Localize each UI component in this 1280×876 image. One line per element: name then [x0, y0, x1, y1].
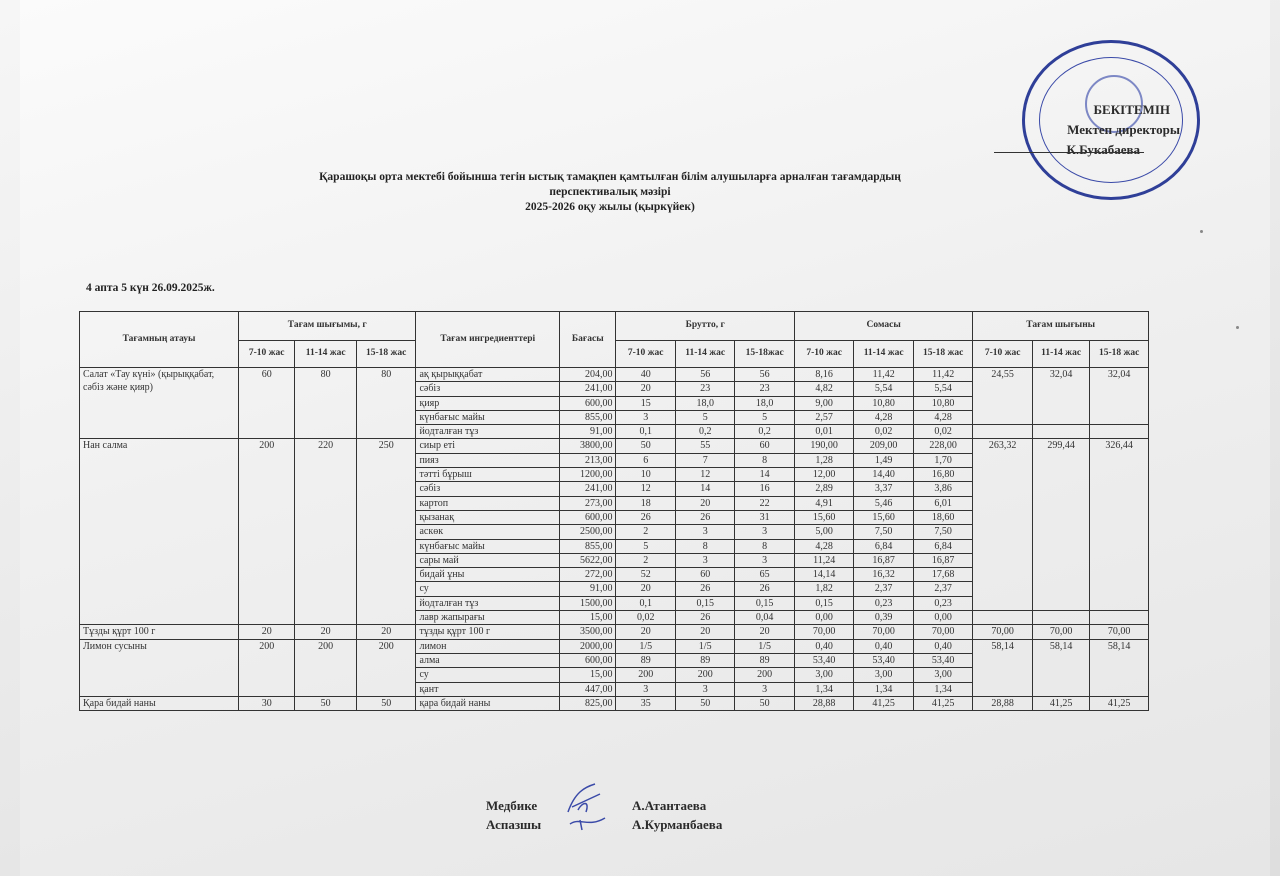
table-row — [80, 625, 1149, 639]
ingredient-name: пияз — [416, 453, 560, 467]
header-age: 11-14 жас — [1032, 341, 1089, 368]
ingredient-name: сәбіз — [416, 482, 560, 496]
ingredient-price: 3500,00 — [560, 625, 616, 639]
ingredient-sum: 0,39 — [854, 611, 913, 625]
ingredient-sum: 7,50 — [854, 525, 913, 539]
ingredient-sum: 1,70 — [913, 453, 973, 467]
ingredient-name: су — [416, 582, 560, 596]
paper-speck — [1236, 326, 1239, 329]
ingredient-gross: 0,1 — [616, 596, 675, 610]
ingredient-sum: 4,91 — [794, 496, 853, 510]
ingredient-gross: 26 — [675, 510, 734, 524]
header-age: 7-10 жас — [794, 341, 853, 368]
title-line-3: 2025-2026 оқу жылы (қыркүйек) — [525, 201, 695, 213]
ingredient-sum: 0,40 — [854, 639, 913, 653]
ingredient-sum: 0,40 — [913, 639, 973, 653]
dish-portion: 80 — [295, 368, 357, 439]
ingredient-sum: 53,40 — [854, 653, 913, 667]
ingredient-gross: 0,02 — [616, 611, 675, 625]
ingredient-name: күнбағыс майы — [416, 410, 560, 424]
header-price: Бағасы — [560, 312, 616, 368]
ingredient-gross: 0,04 — [735, 611, 794, 625]
ingredient-name: қызанақ — [416, 510, 560, 524]
ingredient-gross: 7 — [675, 453, 734, 467]
ingredient-sum: 3,00 — [854, 668, 913, 682]
ingredient-name: қара бидай наны — [416, 696, 560, 710]
ingredient-gross: 12 — [675, 468, 734, 482]
ingredient-sum: 70,00 — [913, 625, 973, 639]
dish-portion: 50 — [295, 696, 357, 710]
menu-table — [79, 311, 1149, 711]
ingredient-gross: 26 — [675, 582, 734, 596]
ingredient-gross: 31 — [735, 510, 794, 524]
ingredient-name: ақ қырыққабат — [416, 368, 560, 382]
ingredient-name: тұзды құрт 100 г — [416, 625, 560, 639]
dish-total-cost: 41,25 — [1090, 696, 1149, 710]
ingredient-price: 273,00 — [560, 496, 616, 510]
header-age: 15-18 жас — [913, 341, 973, 368]
ingredient-gross: 3 — [616, 410, 675, 424]
ingredient-gross: 3 — [675, 682, 734, 696]
ingredient-price: 272,00 — [560, 568, 616, 582]
dish-portion: 50 — [356, 696, 416, 710]
ingredient-sum: 16,87 — [854, 553, 913, 567]
ingredient-price: 15,00 — [560, 611, 616, 625]
dish-total-cost: 24,55 — [973, 368, 1032, 425]
ingredient-price: 3800,00 — [560, 439, 616, 453]
ingredient-sum: 70,00 — [794, 625, 853, 639]
ingredient-sum: 11,42 — [913, 368, 973, 382]
ingredient-gross: 15 — [616, 396, 675, 410]
ingredient-gross: 1/5 — [616, 639, 675, 653]
dish-name: Қара бидай наны — [80, 696, 239, 710]
ingredient-gross: 20 — [616, 382, 675, 396]
ingredient-sum: 0,40 — [794, 639, 853, 653]
ingredient-sum: 11,42 — [854, 368, 913, 382]
ingredient-name: йодталған тұз — [416, 425, 560, 439]
ingredient-sum: 16,80 — [913, 468, 973, 482]
dish-name: Салат «Тау күні» (қырыққабат, сәбіз және қияр) — [80, 368, 239, 439]
header-ingredients: Тағам ингредиенттері — [416, 312, 560, 368]
ingredient-gross: 23 — [735, 382, 794, 396]
dish-total-cost: 32,04 — [1090, 368, 1149, 425]
ingredient-gross: 12 — [616, 482, 675, 496]
ingredient-sum: 14,40 — [854, 468, 913, 482]
name-cook: А.Курманбаева — [632, 817, 723, 832]
ingredient-sum: 0,01 — [794, 425, 853, 439]
ingredient-gross: 0,1 — [616, 425, 675, 439]
ingredient-name: сиыр еті — [416, 439, 560, 453]
role-nurse: Медбике — [486, 798, 538, 813]
ingredient-sum: 5,00 — [794, 525, 853, 539]
ingredient-gross: 1/5 — [675, 639, 734, 653]
ingredient-name: аскөк — [416, 525, 560, 539]
dish-portion: 80 — [356, 368, 416, 439]
ingredient-gross: 3 — [735, 525, 794, 539]
ingredient-gross: 50 — [735, 696, 794, 710]
ingredient-price: 600,00 — [560, 653, 616, 667]
ingredient-sum: 41,25 — [913, 696, 973, 710]
ingredient-sum: 15,60 — [794, 510, 853, 524]
ingredient-sum: 1,49 — [854, 453, 913, 467]
header-sum: Сомасы — [794, 312, 972, 341]
ingredient-gross: 26 — [616, 510, 675, 524]
ingredient-sum: 4,28 — [913, 410, 973, 424]
title-line-2: перспективалық мәзірі — [549, 186, 671, 198]
ingredient-sum: 14,14 — [794, 568, 853, 582]
empty-cell — [1090, 425, 1149, 439]
header-age: 11-14 жас — [854, 341, 913, 368]
ingredient-gross: 18,0 — [675, 396, 734, 410]
ingredient-gross: 52 — [616, 568, 675, 582]
signature-names — [632, 796, 722, 834]
ingredient-price: 855,00 — [560, 539, 616, 553]
table-row — [80, 368, 1149, 382]
name-nurse: А.Атантаева — [632, 798, 707, 813]
document-title — [280, 170, 940, 215]
ingredient-sum: 0,02 — [913, 425, 973, 439]
ingredient-gross: 10 — [616, 468, 675, 482]
ingredient-gross: 20 — [675, 496, 734, 510]
ingredient-price: 2500,00 — [560, 525, 616, 539]
ingredient-sum: 10,80 — [913, 396, 973, 410]
ingredient-sum: 0,00 — [913, 611, 973, 625]
table-row — [80, 639, 1149, 653]
ingredient-name: картоп — [416, 496, 560, 510]
header-dish-cost: Тағам шығыны — [973, 312, 1149, 341]
ingredient-price: 91,00 — [560, 582, 616, 596]
ingredient-price: 600,00 — [560, 396, 616, 410]
dish-portion: 30 — [239, 696, 295, 710]
ingredient-gross: 50 — [675, 696, 734, 710]
dish-total-cost: 58,14 — [973, 639, 1032, 696]
ingredient-price: 1500,00 — [560, 596, 616, 610]
ingredient-gross: 5 — [616, 539, 675, 553]
ingredient-gross: 20 — [616, 625, 675, 639]
ingredient-gross: 3 — [616, 682, 675, 696]
ingredient-gross: 3 — [735, 682, 794, 696]
ingredient-gross: 40 — [616, 368, 675, 382]
ingredient-gross: 5 — [675, 410, 734, 424]
ingredient-price: 1200,00 — [560, 468, 616, 482]
ingredient-price: 213,00 — [560, 453, 616, 467]
ingredient-sum: 53,40 — [794, 653, 853, 667]
ingredient-gross: 200 — [616, 668, 675, 682]
empty-cell — [973, 425, 1032, 439]
ingredient-sum: 3,00 — [794, 668, 853, 682]
dish-portion: 250 — [356, 439, 416, 625]
header-age: 15-18жас — [735, 341, 794, 368]
dish-total-cost: 299,44 — [1032, 439, 1089, 611]
ingredient-sum: 2,57 — [794, 410, 853, 424]
ingredient-gross: 89 — [675, 653, 734, 667]
ingredient-sum: 3,00 — [913, 668, 973, 682]
ingredient-sum: 2,89 — [794, 482, 853, 496]
ingredient-sum: 18,60 — [913, 510, 973, 524]
ingredient-sum: 3,37 — [854, 482, 913, 496]
empty-cell — [1032, 425, 1089, 439]
ingredient-gross: 1/5 — [735, 639, 794, 653]
ingredient-gross: 16 — [735, 482, 794, 496]
dish-portion: 60 — [239, 368, 295, 439]
ingredient-gross: 18 — [616, 496, 675, 510]
empty-cell — [1032, 611, 1089, 625]
approval-position: Мектеп директоры — [1067, 122, 1180, 137]
ingredient-sum: 209,00 — [854, 439, 913, 453]
ingredient-sum: 1,34 — [854, 682, 913, 696]
dish-portion: 220 — [295, 439, 357, 625]
title-line-1: Қарашоқы орта мектебі бойынша тегін ыстық тамақпен қамтылған білім алушыларға арналған тағамдардың — [319, 171, 901, 183]
ingredient-gross: 2 — [616, 553, 675, 567]
empty-cell — [1090, 611, 1149, 625]
ingredient-gross: 2 — [616, 525, 675, 539]
dish-total-cost: 70,00 — [1090, 625, 1149, 639]
ingredient-sum: 15,60 — [854, 510, 913, 524]
ingredient-price: 855,00 — [560, 410, 616, 424]
ingredient-sum: 12,00 — [794, 468, 853, 482]
ingredient-gross: 89 — [735, 653, 794, 667]
ingredient-sum: 190,00 — [794, 439, 853, 453]
signature-roles — [486, 796, 541, 834]
ingredient-price: 2000,00 — [560, 639, 616, 653]
dish-portion: 200 — [239, 639, 295, 696]
day-date-line: 4 апта 5 күн 26.09.2025ж. — [86, 282, 215, 294]
ingredient-gross: 8 — [735, 453, 794, 467]
header-age: 7-10 жас — [973, 341, 1032, 368]
ingredient-gross: 89 — [616, 653, 675, 667]
header-age: 7-10 жас — [239, 341, 295, 368]
ingredient-name: лавр жапырағы — [416, 611, 560, 625]
ingredient-sum: 10,80 — [854, 396, 913, 410]
dish-total-cost: 41,25 — [1032, 696, 1089, 710]
ingredient-sum: 3,86 — [913, 482, 973, 496]
header-portion: Тағам шығымы, г — [239, 312, 416, 341]
ingredient-gross: 5 — [735, 410, 794, 424]
ingredient-gross: 22 — [735, 496, 794, 510]
dish-portion: 200 — [356, 639, 416, 696]
ingredient-gross: 14 — [675, 482, 734, 496]
dish-total-cost: 58,14 — [1032, 639, 1089, 696]
ingredient-gross: 26 — [675, 611, 734, 625]
ingredient-sum: 6,84 — [913, 539, 973, 553]
ingredient-gross: 20 — [675, 625, 734, 639]
paper-speck — [1200, 230, 1203, 233]
ingredient-sum: 4,28 — [794, 539, 853, 553]
ingredient-name: қант — [416, 682, 560, 696]
ingredient-sum: 8,16 — [794, 368, 853, 382]
ingredient-gross: 3 — [735, 553, 794, 567]
ingredient-gross: 60 — [735, 439, 794, 453]
ingredient-gross: 200 — [675, 668, 734, 682]
ingredient-gross: 200 — [735, 668, 794, 682]
header-age: 7-10 жас — [616, 341, 675, 368]
ingredient-gross: 0,2 — [735, 425, 794, 439]
ingredient-sum: 16,32 — [854, 568, 913, 582]
ingredient-gross: 60 — [675, 568, 734, 582]
ingredient-sum: 5,54 — [913, 382, 973, 396]
dish-portion: 200 — [295, 639, 357, 696]
ingredient-sum: 1,34 — [794, 682, 853, 696]
dish-total-cost: 28,88 — [973, 696, 1032, 710]
ingredient-gross: 6 — [616, 453, 675, 467]
signature-scribble-icon — [560, 782, 610, 832]
ingredient-price: 5622,00 — [560, 553, 616, 567]
ingredient-sum: 17,68 — [913, 568, 973, 582]
ingredient-gross: 0,15 — [675, 596, 734, 610]
ingredient-gross: 56 — [675, 368, 734, 382]
dish-total-cost: 32,04 — [1032, 368, 1089, 425]
ingredient-name: сәбіз — [416, 382, 560, 396]
ingredient-name: йодталған тұз — [416, 596, 560, 610]
ingredient-sum: 4,28 — [854, 410, 913, 424]
ingredient-sum: 6,84 — [854, 539, 913, 553]
ingredient-name: алма — [416, 653, 560, 667]
ingredient-sum: 2,37 — [854, 582, 913, 596]
ingredient-gross: 23 — [675, 382, 734, 396]
ingredient-price: 600,00 — [560, 510, 616, 524]
ingredient-name: күнбағыс майы — [416, 539, 560, 553]
header-age: 15-18 жас — [356, 341, 416, 368]
ingredient-gross: 56 — [735, 368, 794, 382]
ingredient-sum: 16,87 — [913, 553, 973, 567]
ingredient-sum: 7,50 — [913, 525, 973, 539]
ingredient-sum: 28,88 — [794, 696, 853, 710]
ingredient-sum: 2,37 — [913, 582, 973, 596]
ingredient-sum: 1,34 — [913, 682, 973, 696]
ingredient-sum: 228,00 — [913, 439, 973, 453]
ingredient-price: 15,00 — [560, 668, 616, 682]
approval-block — [1030, 100, 1180, 160]
ingredient-price: 241,00 — [560, 382, 616, 396]
table-row — [80, 439, 1149, 453]
ingredient-sum: 5,54 — [854, 382, 913, 396]
ingredient-sum: 6,01 — [913, 496, 973, 510]
ingredient-sum: 0,23 — [854, 596, 913, 610]
ingredient-sum: 5,46 — [854, 496, 913, 510]
ingredient-gross: 0,15 — [735, 596, 794, 610]
header-age: 11-14 жас — [675, 341, 734, 368]
ingredient-price: 204,00 — [560, 368, 616, 382]
ingredient-sum: 0,23 — [913, 596, 973, 610]
ingredient-gross: 50 — [616, 439, 675, 453]
ingredient-name: сары май — [416, 553, 560, 567]
ingredient-gross: 20 — [735, 625, 794, 639]
ingredient-gross: 26 — [735, 582, 794, 596]
ingredient-sum: 0,00 — [794, 611, 853, 625]
ingredient-sum: 53,40 — [913, 653, 973, 667]
dish-name: Тұзды құрт 100 г — [80, 625, 239, 639]
table-row — [80, 696, 1149, 710]
signature-line — [994, 152, 1144, 153]
empty-cell — [973, 611, 1032, 625]
ingredient-sum: 9,00 — [794, 396, 853, 410]
ingredient-name: лимон — [416, 639, 560, 653]
ingredient-sum: 0,02 — [854, 425, 913, 439]
ingredient-gross: 0,2 — [675, 425, 734, 439]
ingredient-gross: 8 — [735, 539, 794, 553]
dish-portion: 200 — [239, 439, 295, 625]
ingredient-name: тәтті бұрыш — [416, 468, 560, 482]
header-age: 11-14 жас — [295, 341, 357, 368]
dish-total-cost: 58,14 — [1090, 639, 1149, 696]
approval-name: К.Букабаева — [1066, 142, 1140, 157]
ingredient-name: қияр — [416, 396, 560, 410]
ingredient-price: 825,00 — [560, 696, 616, 710]
ingredient-name: су — [416, 668, 560, 682]
ingredient-sum: 70,00 — [854, 625, 913, 639]
ingredient-sum: 1,82 — [794, 582, 853, 596]
dish-portion: 20 — [295, 625, 357, 639]
ingredient-gross: 35 — [616, 696, 675, 710]
ingredient-gross: 14 — [735, 468, 794, 482]
approval-heading: БЕКІТЕМІН — [1093, 102, 1170, 117]
ingredient-sum: 1,28 — [794, 453, 853, 467]
dish-name: Лимон сусыны — [80, 639, 239, 696]
ingredient-price: 91,00 — [560, 425, 616, 439]
ingredient-name: бидай ұны — [416, 568, 560, 582]
dish-total-cost: 70,00 — [1032, 625, 1089, 639]
dish-name: Нан салма — [80, 439, 239, 625]
dish-total-cost: 263,32 — [973, 439, 1032, 611]
header-dish-name: Тағамның атауы — [80, 312, 239, 368]
ingredient-price: 241,00 — [560, 482, 616, 496]
header-gross: Брутто, г — [616, 312, 794, 341]
ingredient-sum: 41,25 — [854, 696, 913, 710]
ingredient-gross: 8 — [675, 539, 734, 553]
dish-total-cost: 70,00 — [973, 625, 1032, 639]
dish-total-cost: 326,44 — [1090, 439, 1149, 611]
ingredient-sum: 11,24 — [794, 553, 853, 567]
dish-portion: 20 — [356, 625, 416, 639]
ingredient-gross: 20 — [616, 582, 675, 596]
ingredient-gross: 55 — [675, 439, 734, 453]
menu-table-body — [80, 368, 1149, 711]
ingredient-sum: 4,82 — [794, 382, 853, 396]
header-age: 15-18 жас — [1090, 341, 1149, 368]
ingredient-gross: 18,0 — [735, 396, 794, 410]
role-cook: Аспазшы — [486, 817, 542, 832]
ingredient-gross: 3 — [675, 553, 734, 567]
dish-portion: 20 — [239, 625, 295, 639]
ingredient-sum: 0,15 — [794, 596, 853, 610]
ingredient-gross: 65 — [735, 568, 794, 582]
ingredient-price: 447,00 — [560, 682, 616, 696]
ingredient-gross: 3 — [675, 525, 734, 539]
